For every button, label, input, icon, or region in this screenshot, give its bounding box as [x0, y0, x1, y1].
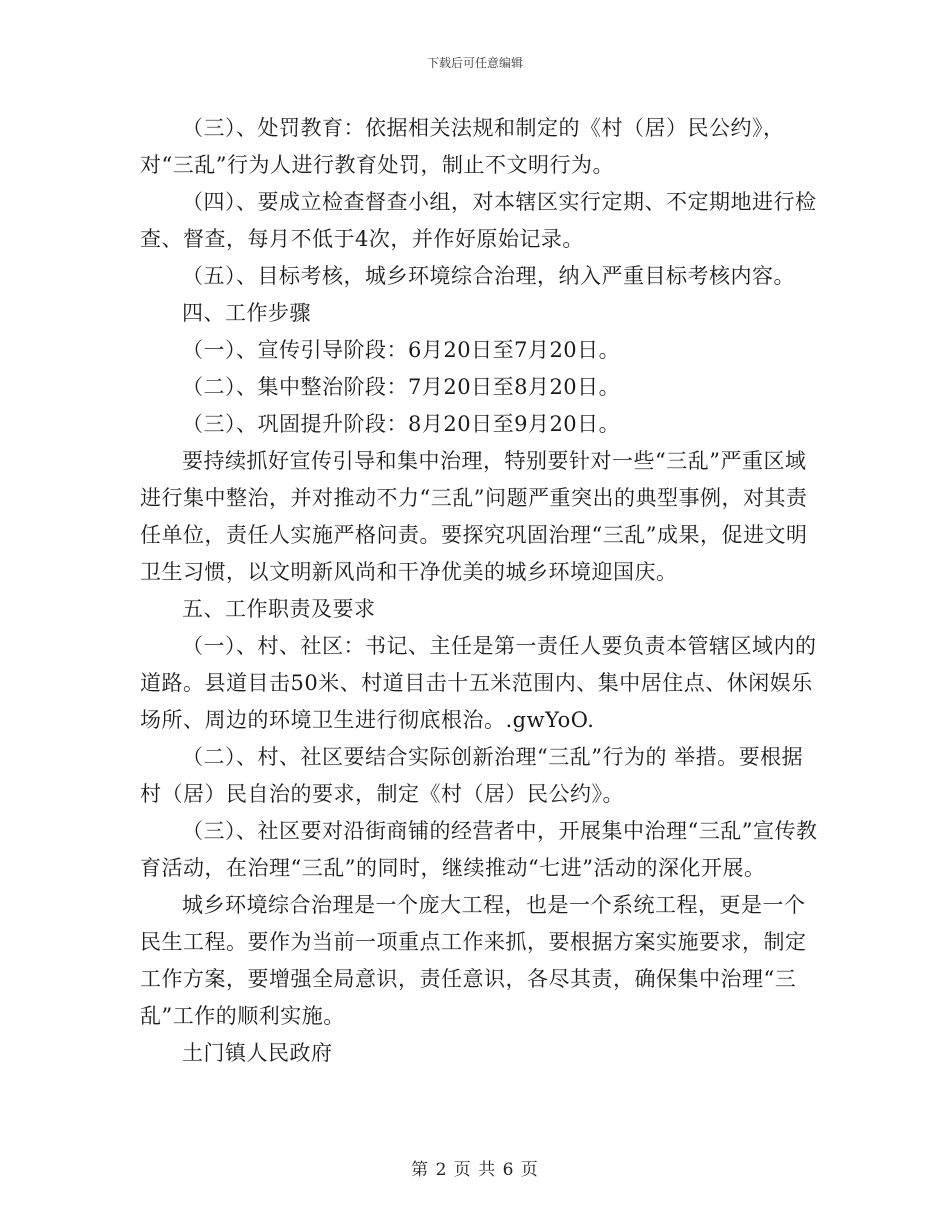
paragraph-duty-village-community: （一）、村、社区：书记、主任是第一责任人要负责本管辖区域内的道路。县道目击50米、村道目击十五米范围内、集中居住点、休闲娱乐场所、周边的环境卫生进行彻底根治。.gwYoO.: [140, 634, 817, 732]
paragraph-continuous-governance: 要持续抓好宣传引导和集中治理，特别要针对一些“三乱”严重区域进行集中整治，并对推动不力“三乱”问题严重突出的典型事例，对其责任单位，责任人实施严格问责。要探究巩固治理“三乱”成果，促进文明卫生习惯，以文明新风尚和干净优美的城乡环境迎国庆。: [140, 449, 808, 584]
paragraph-inspection-group: （四）、要成立检查督查小组，对本辖区实行定期、不定期地进行检查、督查，每月不低于4次，并作好原始记录。: [140, 190, 817, 251]
paragraph-target-assessment: （五）、目标考核，城乡环境综合治理，纳入严重目标考核内容。: [182, 264, 795, 288]
page-footer: 第 2 页 共 6 页: [411, 1160, 539, 1180]
section-heading-work-steps: 四、工作步骤: [182, 301, 311, 325]
paragraph-conclusion: 城乡环境综合治理是一个庞大工程，也是一个系统工程，更是一个民生工程。要作为当前一项重点工作来抓，要根据方案实施要求，制定工作方案，要增强全局意识，责任意识，各尽其责，确保集中治理“三乱”工作的顺利实施。: [140, 893, 807, 1028]
paragraph-step-consolidation: （三）、巩固提升阶段：8月20日至9月20日。: [182, 412, 621, 436]
paragraph-duty-innovation: （二）、村、社区要结合实际创新治理“三乱”行为的 举措。要根据村（居）民自治的要求，制定《村（居）民公约》。: [140, 745, 804, 806]
page-header: 下载后可任意编辑: [426, 56, 523, 70]
paragraph-step-publicity: （一）、宣传引导阶段：6月20日至7月20日。: [182, 338, 621, 362]
section-heading-duties: 五、工作职责及要求: [182, 597, 376, 621]
document-body: [140, 110, 820, 1072]
paragraph-duty-shops: （三）、社区要对沿街商铺的经营者中，开展集中治理“三乱”宣传教育活动，在治理“三乱”的同时，继续推动“七进”活动的深化开展。: [140, 819, 818, 880]
signature-government: 土门镇人民政府: [182, 1041, 333, 1065]
paragraph-penalty-education: （三）、处罚教育：依据相关法规和制定的《村（居）民公约》，对“三乱”行为人进行教育处罚，制止不文明行为。: [140, 116, 785, 177]
paragraph-step-rectification: （二）、集中整治阶段：7月20日至8月20日。: [182, 375, 621, 399]
